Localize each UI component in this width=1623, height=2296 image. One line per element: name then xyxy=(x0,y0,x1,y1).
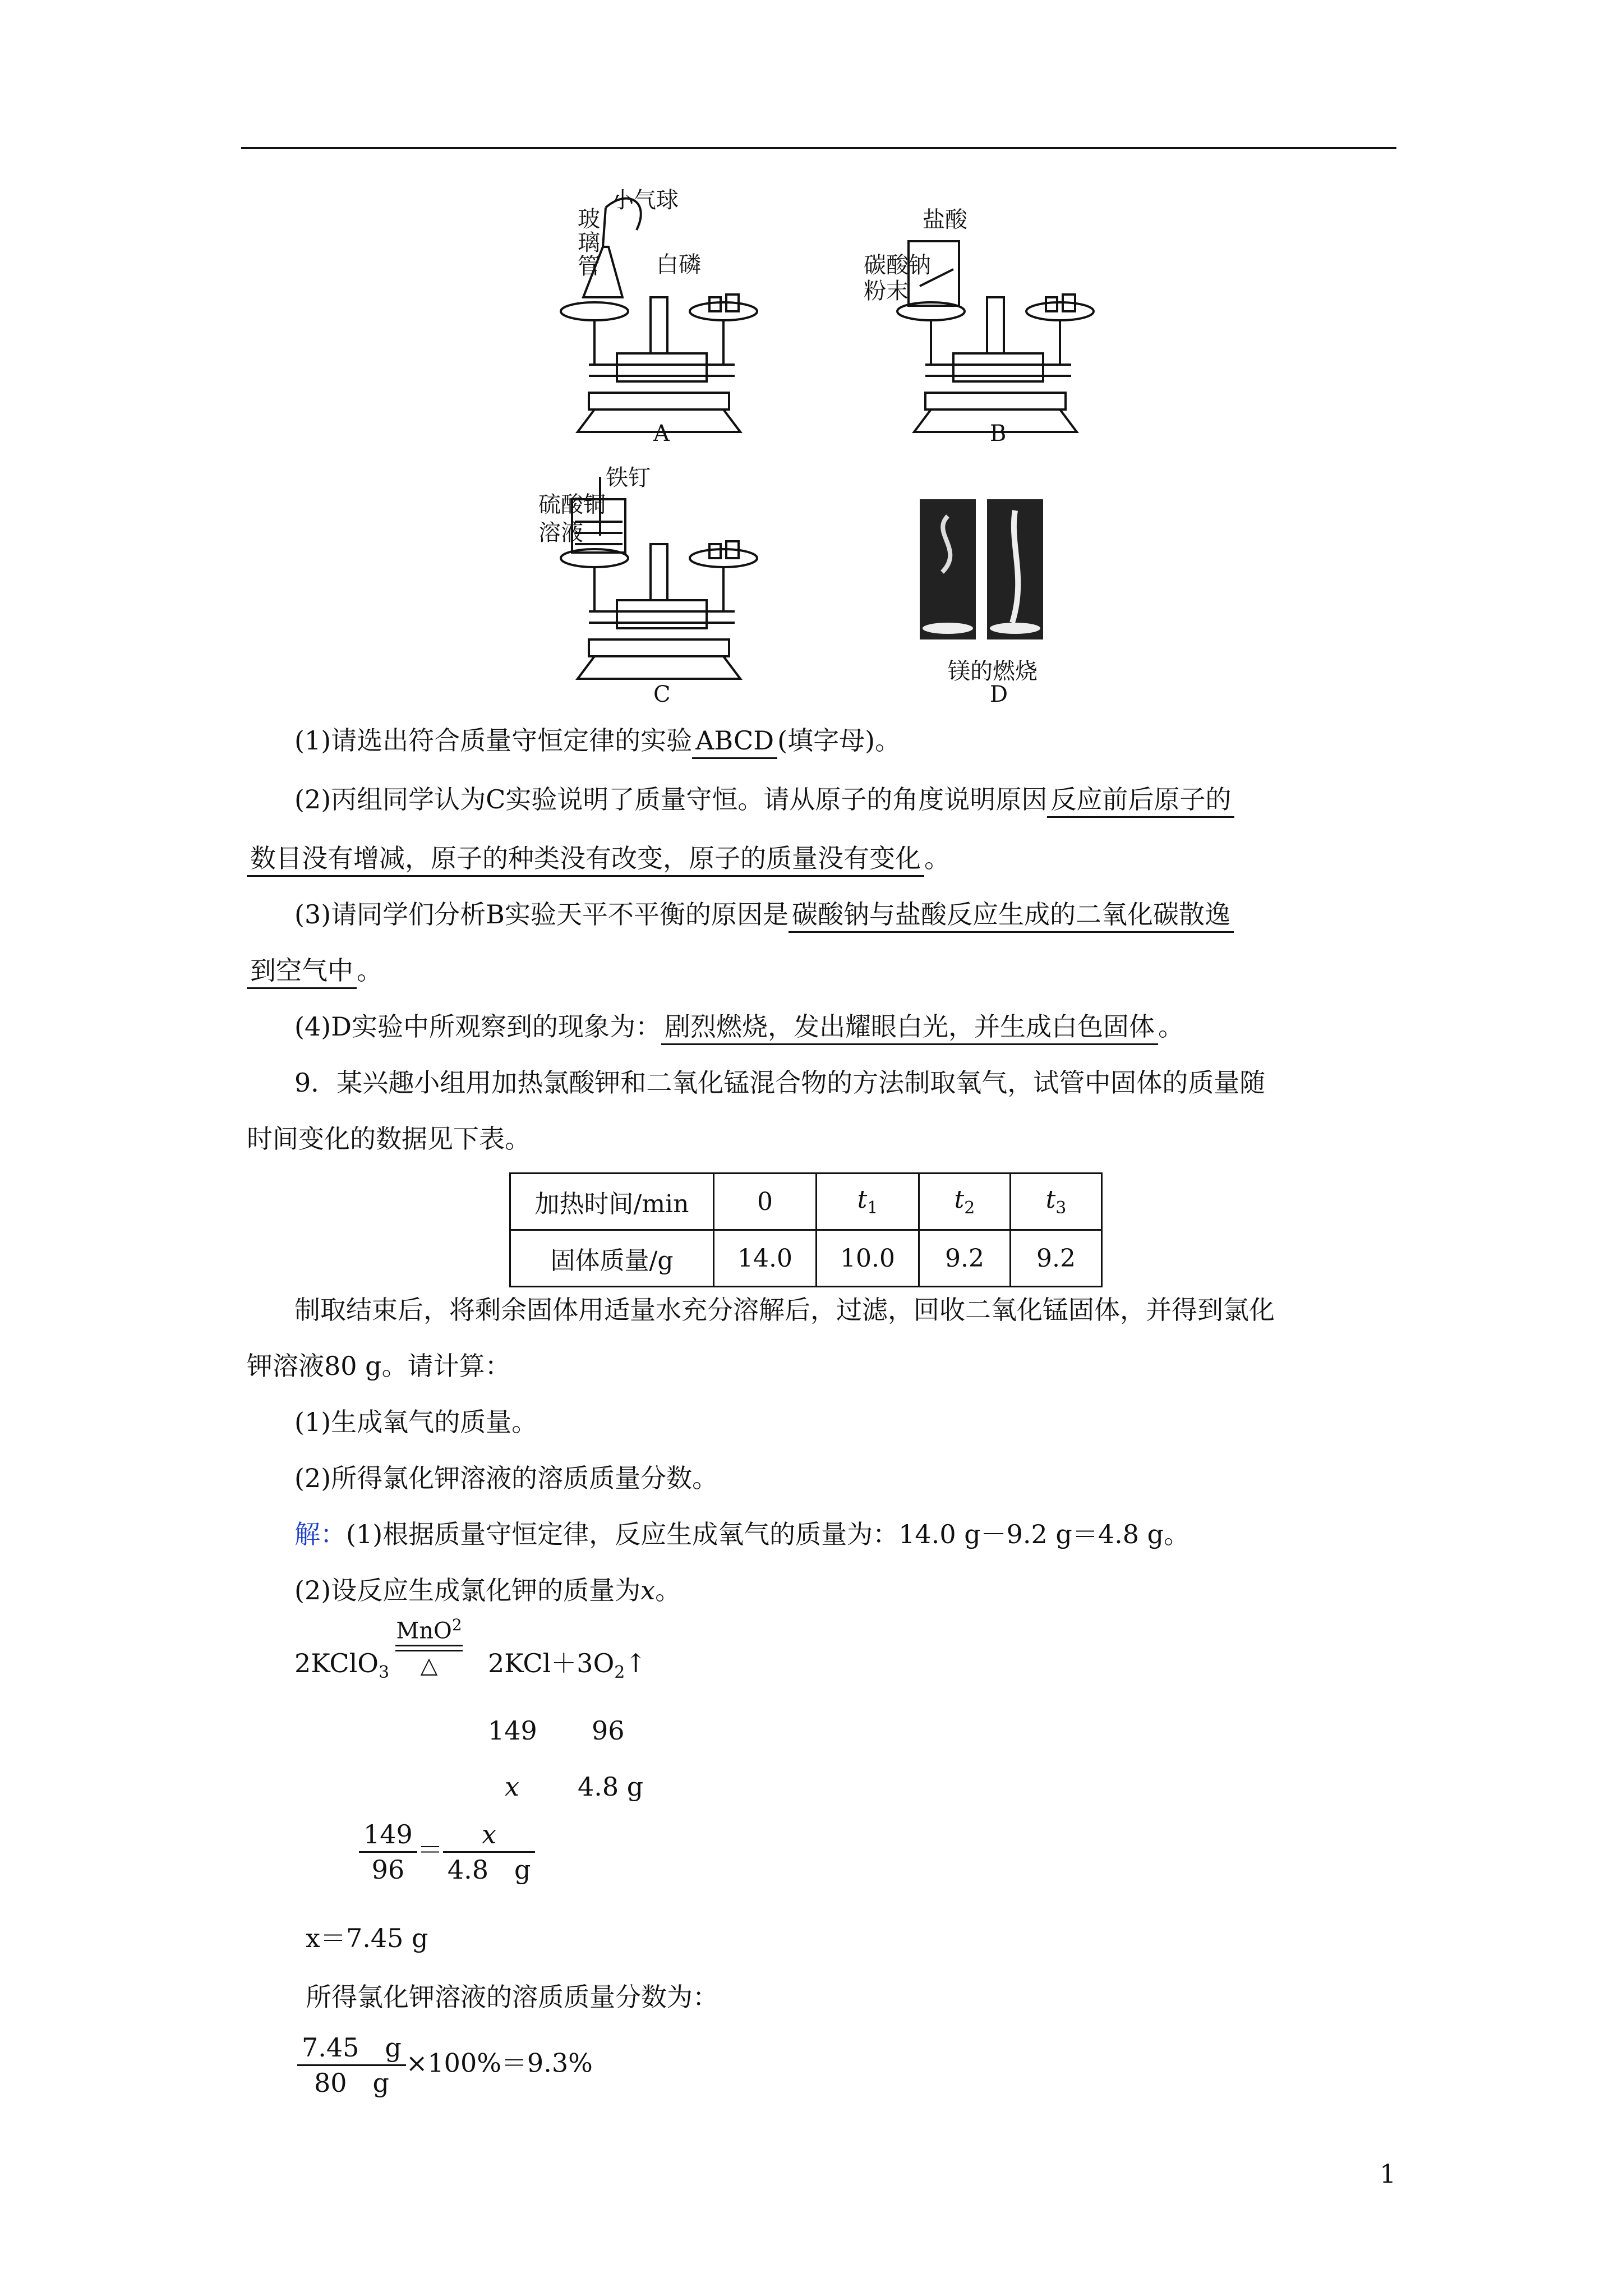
panel-c-label: C xyxy=(653,682,671,707)
q9-ask1: (1)生成氧气的质量。 xyxy=(294,1407,538,1437)
solution-line1: 解：(1)根据质量守恒定律，反应生成氧气的质量为：14.0 g－9.2 g＝4.8 g。 xyxy=(294,1519,1190,1549)
row-header-time: 加热时间/min xyxy=(510,1174,714,1230)
mass-cell: 14.0 xyxy=(714,1230,817,1287)
balloon-label: 小气球 xyxy=(611,187,679,213)
unknown-x: x xyxy=(505,1772,519,1802)
q8-part2-line1: (2)丙组同学认为C实验说明了质量守恒。请从原子的角度说明原因 反应前后原子的 xyxy=(294,783,1234,818)
experiment-figure xyxy=(505,185,1178,712)
magnesium-burning-label: 镁的燃烧 xyxy=(948,659,1038,684)
q9-after-line2: 钾溶液80 g。请计算： xyxy=(247,1351,511,1381)
answer-2a: 反应前后原子的 xyxy=(1047,783,1234,818)
time-cell: $t_3$ xyxy=(1011,1174,1102,1230)
mass-cell: 10.0 xyxy=(817,1230,919,1287)
table-row xyxy=(510,1174,1102,1230)
white-phosphorus-label: 白磷 xyxy=(656,252,701,278)
fraction-intro: 所得氯化钾溶液的溶质质量分数为： xyxy=(306,1982,718,2012)
mass-cell: 9.2 xyxy=(919,1230,1011,1287)
solution-line2: (2)设反应生成氯化钾的质量为x。 xyxy=(294,1575,681,1605)
q9-after-line1: 制取结束后，将剩余固体用适量水充分溶解后，过滤，回收二氧化锰固体，并得到氯化 xyxy=(294,1295,1275,1325)
equation-left: 2KClO$_3$ xyxy=(294,1648,390,1683)
q9-stem-line1: 9．某兴趣小组用加热氯酸钾和二氧化锰混合物的方法制取氧气，试管中固体的质量随 xyxy=(294,1068,1266,1098)
sodium-carbonate-label: 碳酸钠粉末 xyxy=(864,252,931,304)
balance-diagrams xyxy=(505,185,1178,712)
q8-part1: (1)请选出符合质量守恒定律的实验 ABCD (填字母)。 xyxy=(294,724,901,759)
page-number: 1 xyxy=(1380,2159,1396,2189)
copper-sulfate-label: 硫酸铜溶液 xyxy=(538,492,606,546)
answer-1: ABCD xyxy=(692,724,777,759)
panel-b-label: B xyxy=(990,421,1007,447)
answer-3b: 到空气中 xyxy=(247,954,357,989)
mass-cell: 9.2 xyxy=(1011,1230,1102,1287)
molar-mass-o2: 96 xyxy=(592,1715,625,1746)
magnesium-photo xyxy=(920,499,1043,639)
oxygen-mass: 4.8 g xyxy=(578,1772,644,1802)
time-cell: $t_1$ xyxy=(817,1174,919,1230)
final-fraction: $\frac{7.45 g}{80 g}$ ×100%＝9.3% xyxy=(297,2031,593,2100)
proportion: $\frac{149}{96}$ ＝ $\frac{x}{4.8 g}$ xyxy=(359,1818,535,1887)
q8-part3-line1: (3)请同学们分析B实验天平不平衡的原因是 碳酸钠与盐酸反应生成的二氧化碳散逸 xyxy=(294,898,1234,933)
answer-4: 剧烈燃烧，发出耀眼白光，并生成白色固体 xyxy=(661,1010,1158,1045)
table-row xyxy=(510,1230,1102,1287)
molar-mass-kclo3: 149 xyxy=(488,1715,537,1746)
x-result: x＝7.45 g xyxy=(306,1923,428,1953)
answer-2b: 数目没有增减，原子的种类没有改变，原子的质量没有变化 xyxy=(247,841,924,877)
q9-ask2: (2)所得氯化钾溶液的溶质质量分数。 xyxy=(294,1463,718,1493)
panel-d-label: D xyxy=(990,682,1008,707)
q8-part3-line2: 到空气中 。 xyxy=(247,954,382,989)
solution-label: 解： xyxy=(294,1519,346,1549)
row-header-mass: 固体质量/g xyxy=(510,1230,714,1287)
equation-right: $2KCl+3O_2↑$ xyxy=(488,1648,647,1683)
iron-nail-label: 铁钉 xyxy=(606,465,651,491)
panel-a-label: A xyxy=(653,421,670,447)
q9-stem-line2: 时间变化的数据见下表。 xyxy=(247,1124,531,1154)
hydrochloric-acid-label: 盐酸 xyxy=(923,207,967,233)
answer-3a: 碳酸钠与盐酸反应生成的二氧化碳散逸 xyxy=(789,898,1234,933)
q8-part2-line2: 数目没有增减，原子的种类没有改变，原子的质量没有变化 。 xyxy=(247,841,950,877)
header-rule xyxy=(241,147,1396,149)
time-cell: 0 xyxy=(714,1174,817,1230)
time-cell: $t_2$ xyxy=(919,1174,1011,1230)
q8-part4: (4)D实验中所观察到的现象为： 剧烈燃烧，发出耀眼白光，并生成白色固体 。 xyxy=(294,1010,1184,1045)
equation-condition: MnO$^2$ △ xyxy=(396,1616,462,1679)
heating-data-table xyxy=(509,1172,1103,1287)
equals-bar xyxy=(395,1645,463,1651)
glass-tube-label: 玻璃管 xyxy=(578,206,600,279)
